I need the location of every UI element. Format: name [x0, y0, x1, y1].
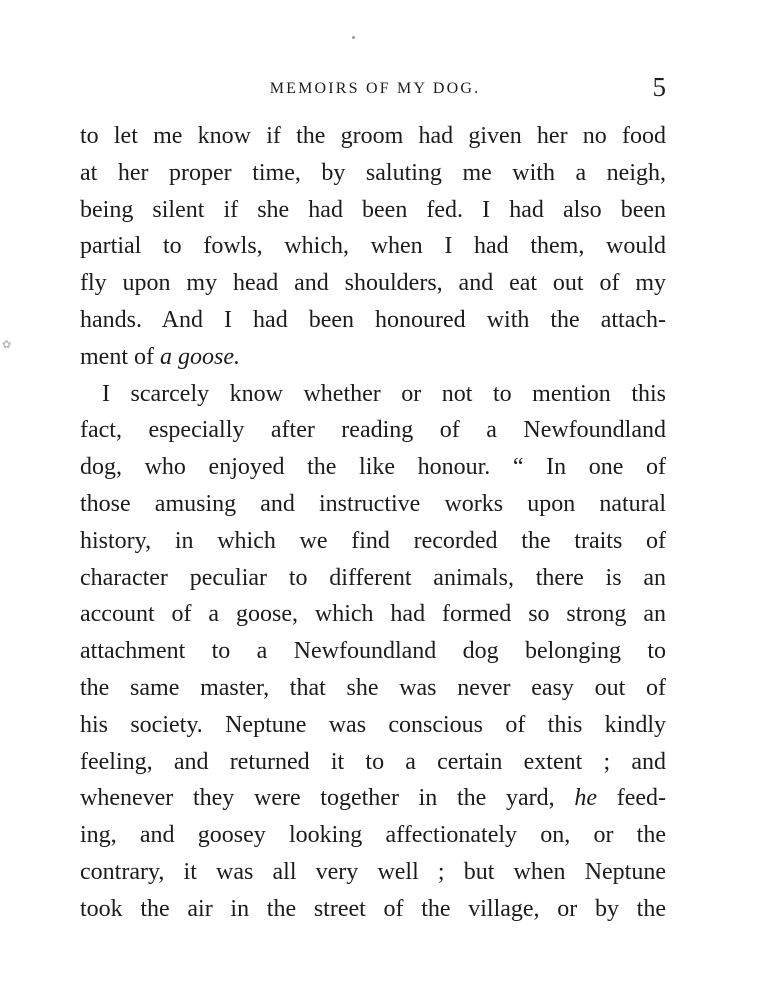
text-segment: ment of — [80, 343, 160, 370]
text-line: his society. Neptune was conscious of this kindly — [80, 711, 666, 738]
text-line: fly upon my head and shoulders, and eat out of my — [80, 270, 666, 297]
italic-word: he — [574, 785, 598, 812]
text-line: feeling, and returned it to a certain extent ; and — [80, 748, 666, 775]
italic-phrase: a goose. — [159, 343, 240, 370]
text-line: at her proper time, by saluting me with a neigh, — [80, 159, 666, 186]
text-line: hands. And I had been honoured with the attach- — [80, 306, 666, 333]
text-line: to let me know if the groom had given her no food — [80, 123, 666, 149]
text-line: those amusing and instructive works upon natural — [80, 490, 666, 517]
text-segment: whenever they were together in the yard, — [80, 785, 575, 812]
text-line: account of a goose, which had formed so strong an — [80, 601, 666, 628]
body-text — [80, 118, 666, 928]
margin-mark: ✿ — [2, 339, 12, 351]
text-line: history, in which we find recorded the traits of — [80, 527, 666, 554]
scan-speck — [352, 36, 355, 39]
text-line: dog, who enjoyed the like honour. “ In one of — [80, 454, 666, 481]
text-line: the same master, that she was never easy out of — [80, 674, 666, 701]
running-title: MEMOIRS OF MY DOG. — [269, 80, 481, 97]
running-head — [80, 72, 670, 106]
text-line: contrary, it was all very well ; but when Neptune — [80, 858, 666, 885]
text-line: attachment to a Newfoundland dog belonging to — [80, 638, 666, 665]
text-line: ing, and goosey looking affectionately on, or the — [80, 822, 666, 849]
paragraph-first-line: I scarcely know whether or not to mention this — [102, 380, 666, 407]
text-line: partial to fowls, which, when I had them, would — [80, 233, 666, 260]
text-line — [80, 339, 666, 376]
text-segment: feed- — [597, 785, 666, 812]
text-line: fact, especially after reading of a Newfoundland — [80, 417, 666, 444]
text-line: being silent if she had been fed. I had also been — [80, 196, 666, 223]
text-line: character peculiar to different animals, there is an — [80, 564, 666, 591]
text-line — [80, 780, 666, 817]
page-number: 5 — [652, 72, 666, 102]
text-line: took the air in the street of the village, or by the — [80, 895, 666, 922]
